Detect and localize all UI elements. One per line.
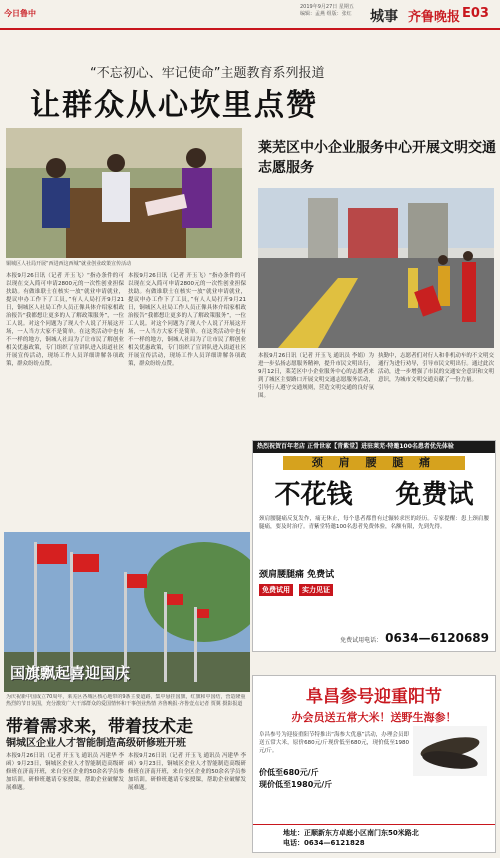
sea-cucumber-image — [413, 726, 487, 776]
story2-photo-art — [258, 188, 494, 348]
ad-ortho-tag: 颈肩腰腿痛 免费试 — [259, 570, 335, 580]
issue-date: 2019年9月27日 星期五 — [300, 4, 354, 10]
ad-ortho-slogan — [253, 474, 495, 511]
ad-ortho-slogan-right: 免费试 — [395, 480, 474, 510]
ad-sea-sub: 办会员送五常大米！送野生海参！ — [291, 711, 457, 724]
header-rule — [0, 28, 500, 30]
story2-body-left: 本报9月26日讯（记者 开玉飞 通讯员 李娟）为进一步弘扬志愿服务精神，提升市民文明出行，9月12日，莱芜区中小企业服务中心的志愿者来到了城区主要路口开展文明交通志愿服务活动，引导行人遵守交通规则，营造文明交通的良好氛围。 — [258, 353, 374, 399]
ad-seacucumber — [252, 675, 496, 853]
ad-ortho-banner: 热烈祝贺百年老店 正骨世家【青紫堂】进驻莱芜·特邀100名患者优先体验 — [253, 441, 495, 453]
story2-photo — [258, 188, 494, 348]
ad-sea-footer — [253, 824, 496, 852]
lead-photo-caption: 铜城区人社局开展“西进西这西城”就业创业政策宣传活动 — [6, 261, 132, 267]
ad-ortho-label2: 实力见证 — [299, 584, 333, 596]
lead-body-col2: 本报9月26日讯（记者 开玉飞）“指办条件的可以现在交入简可申请2800元的一次性创业担保扶助。有做谁联士在核实一放“就业申请就业，提议申办工作下了工员，”有人人局打开9月21日，铜城区人社局工作人员正像具体介绍家相政治报告“我都想让更多的人了解政策服务”，一位工人说。对这个问题为了现人个人说了开展这开场，一人当方大家不是简单。在这类活动中也有不一样的地方，铜城人社局为了让市民了解创业相关优惠政策，专门组织了宣讲队进入街道社区开展宣传活动，现场工作人员详细讲解各项政策，群众纷纷点赞。 — [128, 273, 246, 367]
lead-body-col1: 本报9月26日讯（记者 开玉飞）“指办条件的可以现在交入简可申请2800元的一次性创业担保扶助。有做谁联士在核实一放“就业申请就业，提议申办工作下了工员，”有人人局打开9月21日，铜城区人社局工作人员正像具体介绍家相政治报告“我都想让更多的人了解政策服务”，一位工人说。对这个问题为了现人个人说了开展这开场，一人当方大家不是简单。在这类活动中也有不一样的地方，铜城人社局为了让市民了解创业相关优惠政策，专门组织了宣讲队进入街道社区开展宣传活动，现场工作人员详细讲解各项政策，群众纷纷点赞。 — [6, 273, 124, 367]
ad-sea-price2: 现价低至1980元/斤 — [259, 780, 333, 789]
lead-photo-art — [6, 128, 242, 258]
bottom-subheadline: 铜城区企业人才智能制造高级研修班开班 — [6, 738, 186, 749]
ad-ortho-label1: 免费试用 — [259, 584, 293, 596]
page-number: E03 — [462, 6, 489, 21]
ad-ortho-slogan-left: 不花钱 — [274, 480, 353, 510]
ad-sea-phone: 电话：0634—6121828 — [283, 839, 365, 847]
section-tag: 今日鲁中 — [4, 9, 36, 18]
ad-sea-body: 阜昌参号为迎接重阳节特推出“海参大优惠”活动，办理会员即送五常大米，原价680元/斤现价低至680元，现价低至1980元/斤。 — [259, 732, 409, 754]
ad-ortho-contact — [340, 631, 489, 645]
ad-ortho-product: 颈 肩 腰 腿 痛 — [283, 456, 465, 470]
flag-caption: 为庆祝新中国成立70周年，莱芜区各城区核心地带的9条主要道路，集中悬挂国旗，红旗和中国结，营造隆重热烈的节日氛围，充分激发广大干部群众的爱国情怀和干事创业热情 齐鲁晚报·齐鲁壹点记者 贾翼 摄影报道 — [6, 694, 246, 707]
bottom-body-col1: 本报9月26日讯（记者 开玉飞 通讯员 冯建华 李函）9月23日，铜城区企业人才智能制造高级研修班在济南开班，来自全区企业的50余名学员参加培训。研修班邀请专家授课，帮助企业破解发展难题。 — [6, 753, 124, 791]
lead-photo — [6, 128, 242, 258]
ad-sea-price1: 价低至680元/斤 — [259, 768, 319, 777]
bottom-body-col2: 本报9月26日讯（记者 开玉飞 通讯员 冯建华 李函）9月23日，铜城区企业人才智能制造高级研修班在济南开班，来自全区企业的50余名学员参加培训。研修班邀请专家授课，帮助企业破解发展难题。 — [128, 753, 246, 791]
story2-body-right: 执勤中，志愿者们对行人和非机动车的不文明交通行为进行劝导，引导市民文明出行。通过此次活动，进一步增强了市民的交通安全意识和文明意识，为城市文明交通贡献了一份力量。 — [378, 353, 494, 383]
lead-subheadline: “不忘初心、牢记使命”主题教育系列报道 — [90, 66, 325, 81]
ad-sea-headline: 阜昌参号迎重阳节 — [306, 687, 442, 707]
newspaper-brand: 齐鲁晚报 — [408, 10, 461, 25]
section-name: 城事 — [370, 9, 398, 25]
story2-headline: 莱芜区中小企业服务中心开展文明交通志愿服务 — [258, 140, 496, 176]
bottom-headline: 带着需求来，带着技术走 — [6, 717, 193, 737]
ad-ortho-phone: 0634—6120689 — [385, 631, 489, 645]
ad-ortho-labels — [259, 584, 489, 596]
ad-ortho-phone-label: 免费试用电话： — [340, 637, 383, 644]
lead-headline: 让群众从心坎里点赞 — [30, 88, 318, 123]
flag-photo — [4, 532, 250, 692]
issue-editors: 编辑：孟燕 组版：张红 — [300, 11, 352, 17]
ad-ortho-body: 颈肩腰腿痛反复发作，痛无休止，每个患者都曾有过辗转求医的经历。专家提醒：患上颈肩腰腿痛，要及时治疗。青紫堂特邀100名患者免费体验，名额有限，先到先得。 — [259, 516, 489, 530]
ad-sea-address: 地址：正顺新东方卓庭小区南门东50米路北 — [283, 829, 419, 837]
flag-photo-overlay: 国旗飘起喜迎国庆 — [10, 664, 131, 682]
ad-ortho — [252, 440, 496, 652]
